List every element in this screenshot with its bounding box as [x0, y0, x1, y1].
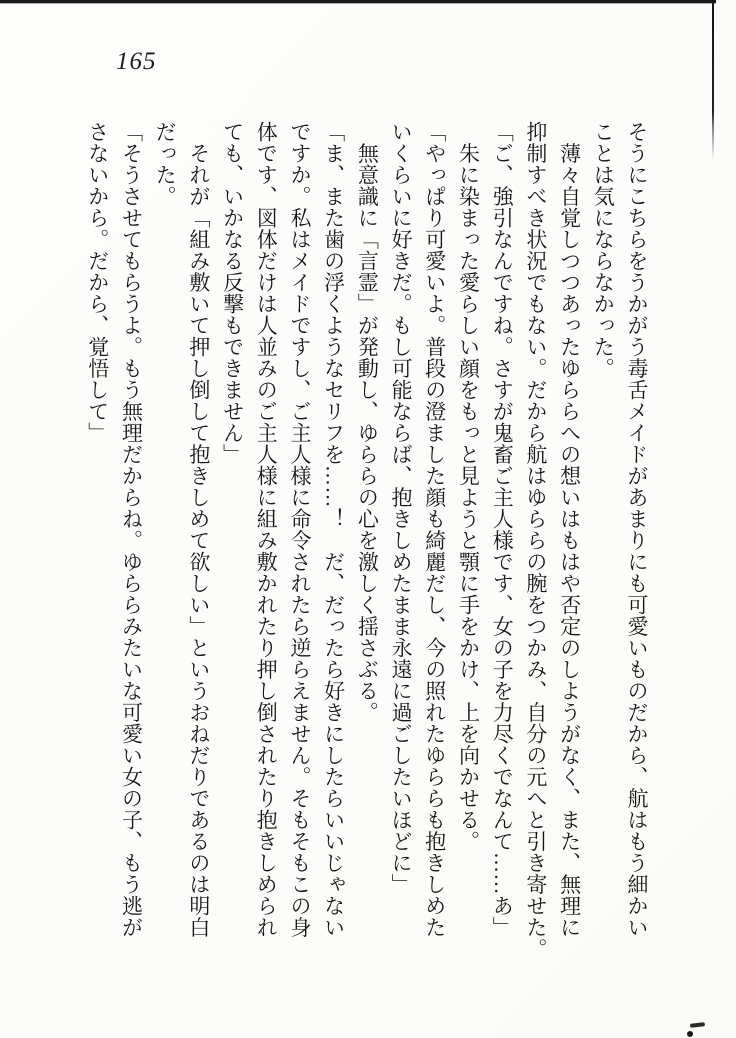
text-line: 抑制すべき状況でもない。だから航はゆららの腕をつかみ、自分の元へと引き寄せた。	[523, 121, 548, 960]
text-line: さないから。だから、覚悟して」	[85, 121, 110, 444]
ink-mark-dash	[690, 1022, 705, 1028]
text-line: いくらいに好きだ。もし可能ならば、抱きしめたまま永遠に過ごしたいほどに」	[389, 121, 414, 895]
text-line: 朱に染まった愛らしい顔をもっと見ようと顎に手をかけ、上を向かせる。	[456, 121, 481, 852]
text-line: そうにこちらをうかがう毒舌メイドがあまりにも可愛いものだから、航はもう細かい	[625, 121, 649, 938]
text-line: ですか。私はメイドですし、ご主人様に命令されたら逆らえません。そもそもこの身	[287, 121, 312, 938]
text-line: 「やっぱり可愛いよ。普段の澄ました顔も綺麗だし、今の照れたゆららも抱きしめた	[422, 121, 447, 938]
ink-mark-dot	[687, 1031, 693, 1037]
text-line: 「ご、強引なんですね。さすが鬼畜ご主人様です、女の子を力尽くでなんて……あ」	[490, 121, 515, 938]
text-line: それが「組み敷いて押し倒して抱きしめて欲しい」というおねだりであるのは明白	[186, 121, 211, 938]
text-line: 「ま、また歯の浮くようなセリフを……！ だ、だったら好きにしたらいいじゃない	[321, 121, 346, 938]
text-line: 「そうさせてもらうよ。もう無理だからね。ゆららみたいな可愛い女の子、もう逃が	[119, 121, 144, 938]
vertical-text-block	[79, 121, 653, 973]
scan-top-edge-line	[0, 0, 716, 3]
text-line: ても、いかなる反撃もできません」	[220, 121, 245, 465]
scan-right-edge-line	[712, 0, 714, 160]
text-line: ことは気にならなかった。	[591, 121, 616, 379]
text-line: 体です、図体だけは人並みのご主人様に組み敷かれたり押し倒されたり抱きしめられ	[254, 121, 279, 938]
page-number: 165	[116, 48, 157, 75]
text-line: だった。	[153, 121, 178, 207]
text-line: 無意識に「言霊」が発動し、ゆららの心を激しく揺さぶる。	[355, 121, 380, 723]
text-line: 薄々自覚しつつあったゆららへの想いはもはや否定のしようがなく、また、無理に	[557, 121, 582, 938]
